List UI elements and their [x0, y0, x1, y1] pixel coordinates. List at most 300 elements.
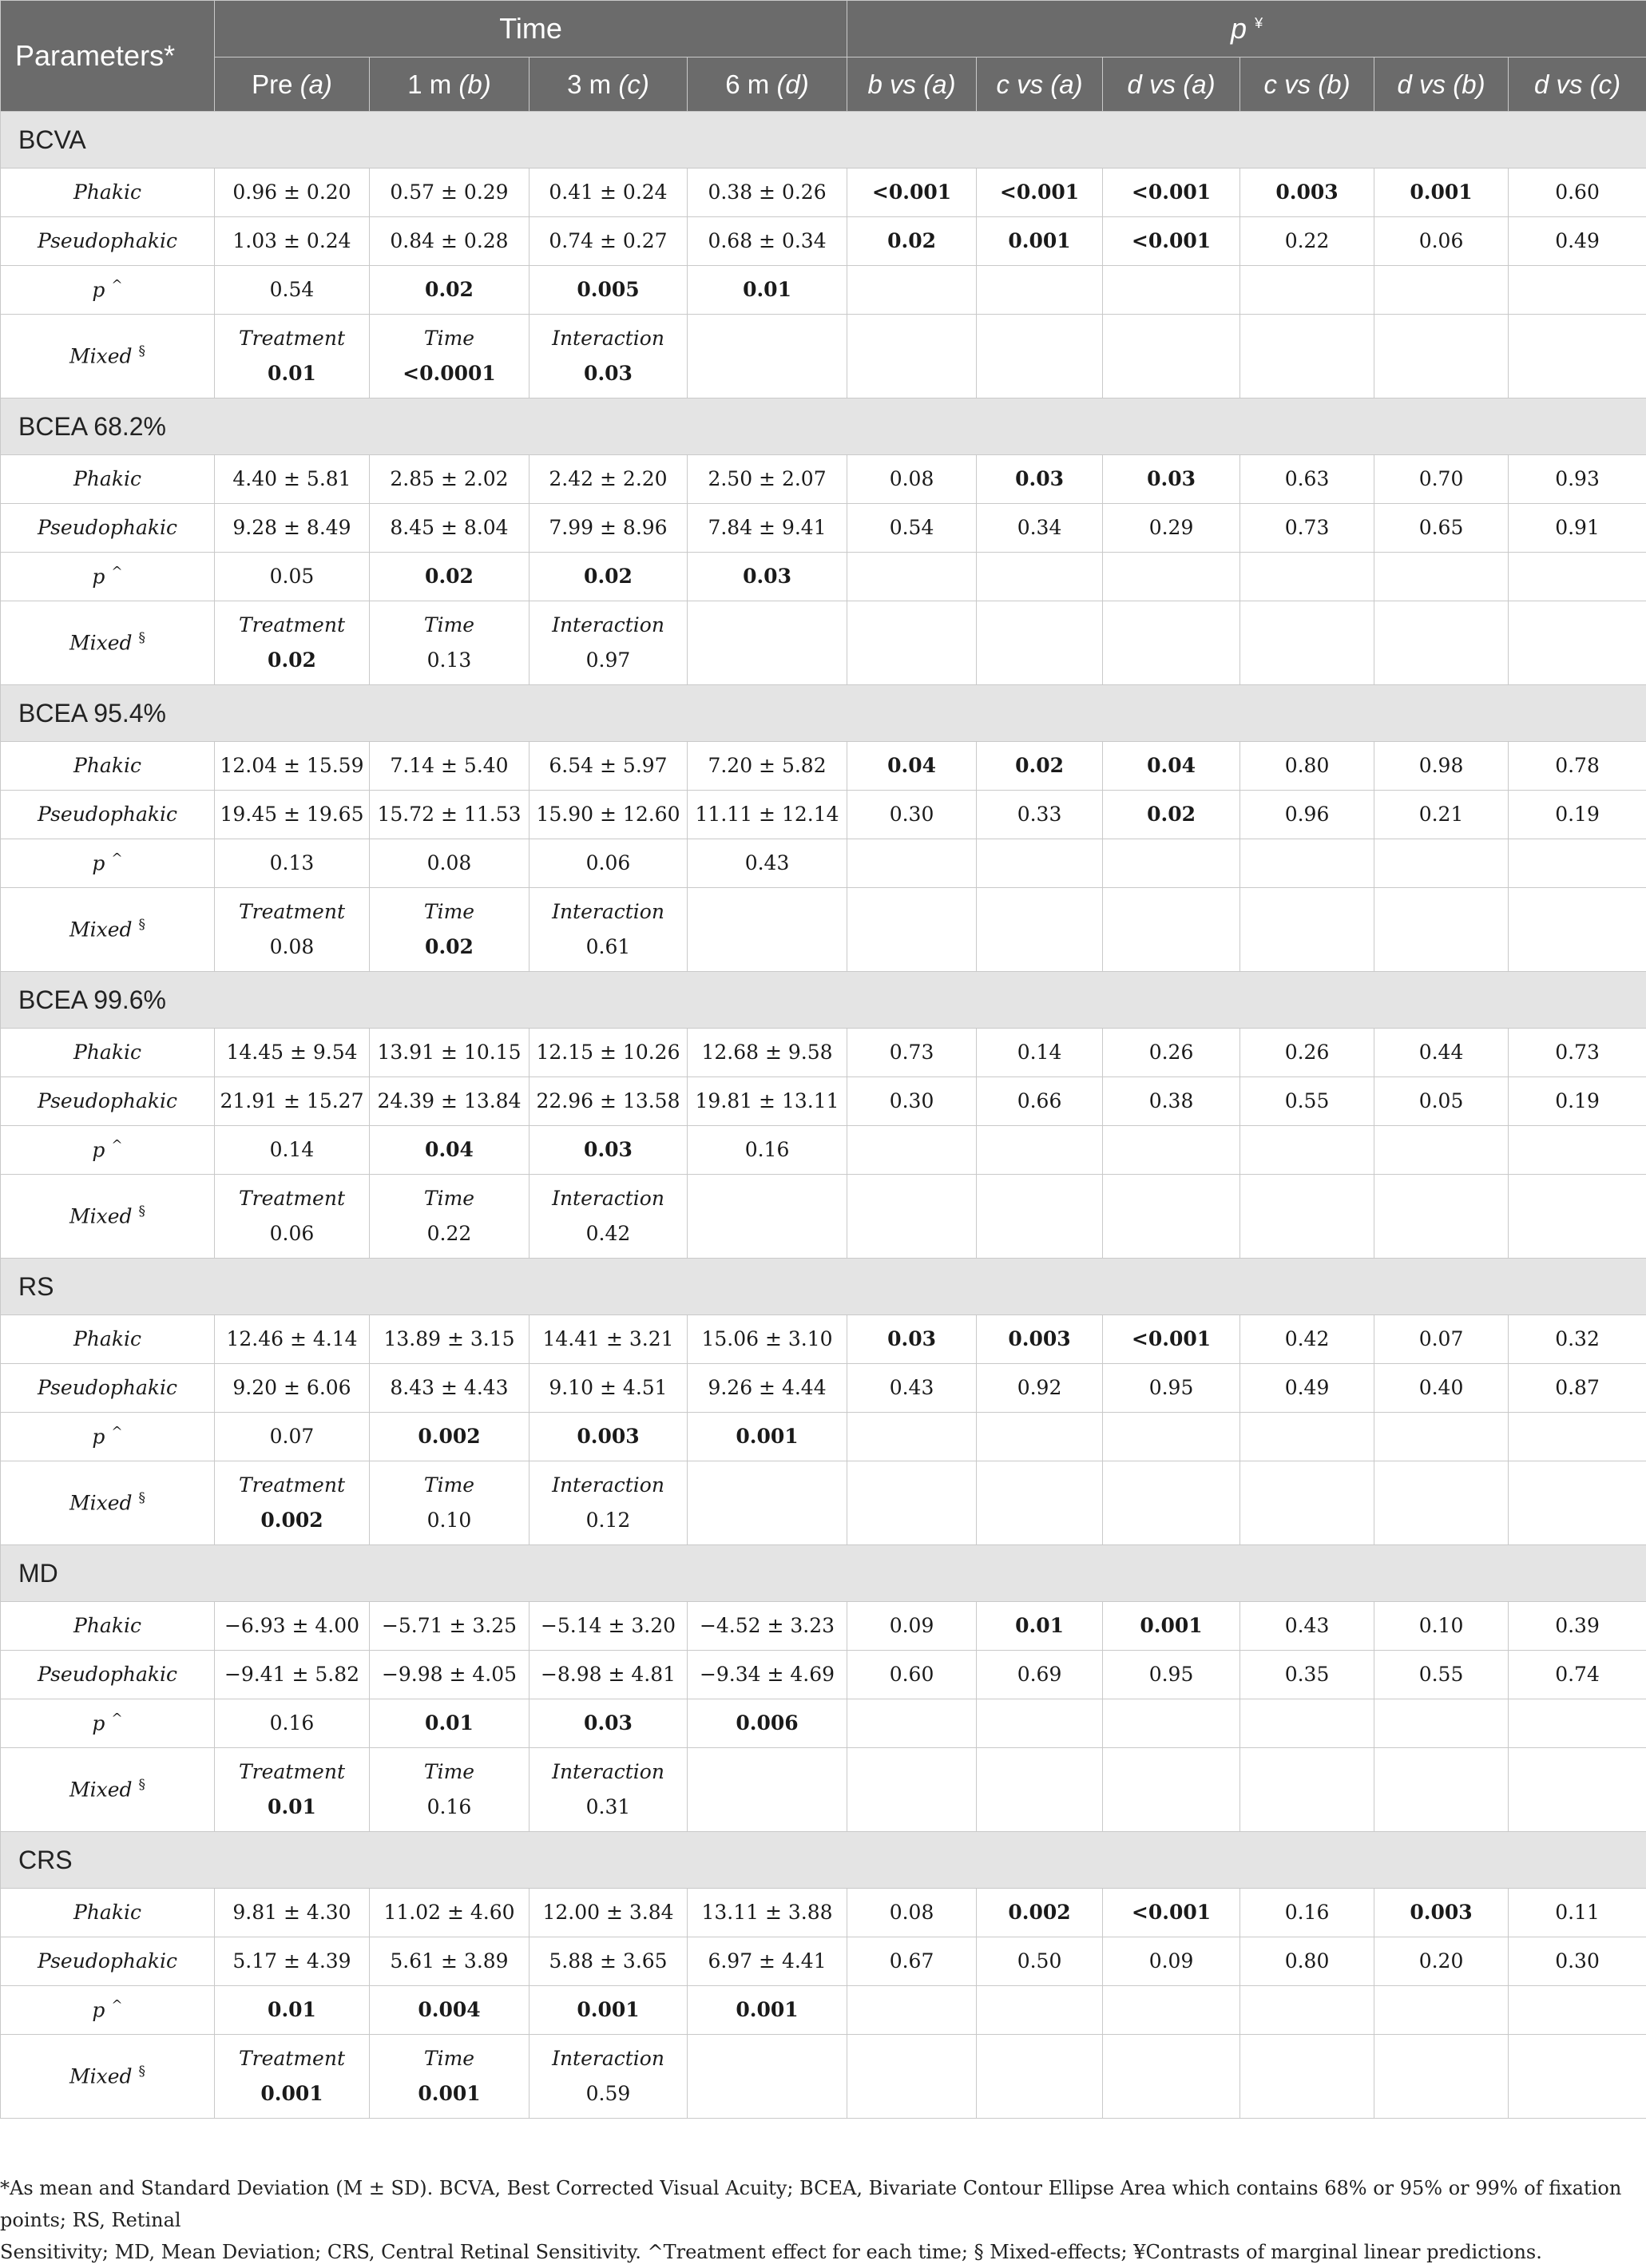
mixed-effect-cell — [215, 2035, 370, 2119]
mixed-row — [1, 2035, 1646, 2119]
header-p-col: c vs (a) — [977, 57, 1103, 112]
p-row — [1, 839, 1646, 888]
mixed-label: Mixed — [69, 1205, 133, 1228]
p-value-cell: 0.98 — [1374, 742, 1509, 791]
p-row — [1, 1986, 1646, 2035]
empty-cell — [1240, 2035, 1374, 2119]
time-value-cell: 15.90 ± 12.60 — [529, 791, 688, 839]
empty-cell — [977, 553, 1103, 601]
mixed-effect-value: 0.97 — [529, 648, 687, 672]
row-label: Phakic — [1, 169, 215, 217]
time-value-cell: 7.84 ± 9.41 — [688, 504, 847, 553]
row-label: Phakic — [1, 1602, 215, 1651]
time-value-cell: 9.10 ± 4.51 — [529, 1364, 688, 1413]
time-value-cell: 9.28 ± 8.49 — [215, 504, 370, 553]
empty-cell — [1509, 266, 1646, 315]
empty-cell — [1374, 266, 1509, 315]
treatment-p-cell: 0.02 — [370, 553, 529, 601]
mixed-effect-cell — [370, 888, 529, 972]
phakic-row — [1, 169, 1646, 217]
empty-cell — [1374, 1175, 1509, 1259]
empty-cell — [1374, 1126, 1509, 1175]
time-value-cell: 14.45 ± 9.54 — [215, 1029, 370, 1077]
mixed-effect-cell — [370, 315, 529, 398]
empty-cell — [847, 1461, 977, 1545]
treatment-p-cell: 0.01 — [370, 1699, 529, 1748]
treatment-p-cell: 0.14 — [215, 1126, 370, 1175]
empty-cell — [1374, 839, 1509, 888]
mixed-effect-cell — [529, 1461, 688, 1545]
p-value-cell: 0.03 — [977, 455, 1103, 504]
treatment-p-cell: 0.02 — [370, 266, 529, 315]
row-label: Pseudophakic — [1, 791, 215, 839]
mixed-row — [1, 888, 1646, 972]
empty-cell — [1509, 1986, 1646, 2035]
mixed-effect-value: 0.02 — [215, 648, 369, 672]
time-value-cell: 13.91 ± 10.15 — [370, 1029, 529, 1077]
mixed-label: Mixed — [69, 1778, 133, 1802]
mixed-effect-name: Time — [370, 1187, 529, 1211]
empty-cell — [1240, 1461, 1374, 1545]
time-value-cell: 7.20 ± 5.82 — [688, 742, 847, 791]
empty-cell — [847, 1986, 977, 2035]
p-row — [1, 266, 1646, 315]
p-value-cell: 0.09 — [1103, 1937, 1240, 1986]
empty-cell — [1509, 553, 1646, 601]
mixed-effect-value: 0.01 — [215, 362, 369, 386]
p-value-cell: 0.40 — [1374, 1364, 1509, 1413]
empty-cell — [1509, 2035, 1646, 2119]
mixed-effect-name: Treatment — [215, 1760, 369, 1784]
treatment-p-cell: 0.08 — [370, 839, 529, 888]
empty-cell — [1240, 839, 1374, 888]
pseudophakic-row — [1, 1077, 1646, 1126]
p-value-cell: 0.19 — [1509, 1077, 1646, 1126]
treatment-p-cell: 0.006 — [688, 1699, 847, 1748]
row-label: Pseudophakic — [1, 1651, 215, 1699]
p-value-cell: <0.001 — [1103, 169, 1240, 217]
empty-cell — [688, 1461, 847, 1545]
treatment-p-cell: 0.06 — [529, 839, 688, 888]
empty-cell — [1103, 1126, 1240, 1175]
row-label: Pseudophakic — [1, 1077, 215, 1126]
treatment-p-cell: 0.001 — [529, 1986, 688, 2035]
time-value-cell: −9.41 ± 5.82 — [215, 1651, 370, 1699]
mixed-label-sup: § — [138, 1203, 145, 1219]
mixed-label: Mixed — [69, 632, 133, 655]
phakic-row — [1, 1029, 1646, 1077]
p-label-sup: ^ — [111, 1711, 122, 1727]
mixed-effect-name: Treatment — [215, 2047, 369, 2071]
p-value-cell: 0.92 — [977, 1364, 1103, 1413]
mixed-effect-cell — [215, 315, 370, 398]
empty-cell — [977, 888, 1103, 972]
mixed-effect-cell — [370, 601, 529, 685]
time-value-cell: 2.42 ± 2.20 — [529, 455, 688, 504]
empty-cell — [977, 1413, 1103, 1461]
p-value-cell: 0.95 — [1103, 1364, 1240, 1413]
p-row — [1, 1126, 1646, 1175]
time-value-cell: −5.71 ± 3.25 — [370, 1602, 529, 1651]
time-value-cell: 21.91 ± 15.27 — [215, 1077, 370, 1126]
treatment-p-cell: 0.07 — [215, 1413, 370, 1461]
p-value-cell: <0.001 — [977, 169, 1103, 217]
empty-cell — [1240, 1175, 1374, 1259]
p-value-cell: 0.002 — [977, 1889, 1103, 1937]
time-value-cell: 12.15 ± 10.26 — [529, 1029, 688, 1077]
p-value-cell: 0.04 — [1103, 742, 1240, 791]
mixed-effect-value: 0.59 — [529, 2082, 687, 2106]
time-value-cell: 6.97 ± 4.41 — [688, 1937, 847, 1986]
p-value-cell: 0.30 — [847, 791, 977, 839]
p-value-cell: 0.69 — [977, 1651, 1103, 1699]
p-value-cell: 0.26 — [1240, 1029, 1374, 1077]
pseudophakic-row — [1, 1651, 1646, 1699]
empty-cell — [1240, 1748, 1374, 1832]
time-value-cell: −5.14 ± 3.20 — [529, 1602, 688, 1651]
group-name: BCEA 68.2% — [1, 398, 1646, 455]
footnote — [0, 2172, 1646, 2268]
p-value-cell: <0.001 — [847, 169, 977, 217]
header-time-col-suffix: (c) — [618, 69, 648, 99]
row-label: Pseudophakic — [1, 504, 215, 553]
pseudophakic-row — [1, 791, 1646, 839]
p-label-sup: ^ — [111, 850, 122, 866]
p-value-cell: 0.07 — [1374, 1315, 1509, 1364]
p-value-cell: 0.001 — [977, 217, 1103, 266]
time-value-cell: −6.93 ± 4.00 — [215, 1602, 370, 1651]
time-value-cell: 5.61 ± 3.89 — [370, 1937, 529, 1986]
time-value-cell: 9.81 ± 4.30 — [215, 1889, 370, 1937]
group-header-row — [1, 112, 1646, 169]
treatment-p-cell: 0.004 — [370, 1986, 529, 2035]
treatment-p-cell: 0.03 — [529, 1699, 688, 1748]
row-label — [1, 553, 215, 601]
p-value-cell: 0.63 — [1240, 455, 1374, 504]
mixed-effect-name: Time — [370, 2047, 529, 2071]
mixed-label: Mixed — [69, 345, 133, 368]
header-p — [847, 1, 1646, 57]
footnote-line-1: *As mean and Standard Deviation (M ± SD). BCVA, Best Corrected Visual Acuity; BCEA, Bivariate Contour Ellipse Area which contains 68% or 95% or 99% of fixation points; RS, Retinal — [0, 2172, 1646, 2236]
treatment-p-cell: 0.03 — [529, 1126, 688, 1175]
header-time-col-suffix: (d) — [776, 69, 808, 99]
p-value-cell: 0.44 — [1374, 1029, 1509, 1077]
treatment-p-cell: 0.005 — [529, 266, 688, 315]
mixed-effect-cell — [529, 315, 688, 398]
mixed-effect-name: Interaction — [529, 900, 687, 924]
header-time: Time — [215, 1, 847, 57]
empty-cell — [1240, 888, 1374, 972]
time-value-cell: 0.41 ± 0.24 — [529, 169, 688, 217]
empty-cell — [1374, 2035, 1509, 2119]
empty-cell — [1240, 1413, 1374, 1461]
mixed-effect-name: Treatment — [215, 1473, 369, 1497]
p-value-cell: 0.60 — [1509, 169, 1646, 217]
header-time-col: 6 m (d) — [688, 57, 847, 112]
group-header-row — [1, 972, 1646, 1029]
empty-cell — [1374, 315, 1509, 398]
phakic-row — [1, 455, 1646, 504]
mixed-row — [1, 1175, 1646, 1259]
header-time-col-suffix: (a) — [300, 69, 332, 99]
group-header-row — [1, 685, 1646, 742]
treatment-p-cell: 0.05 — [215, 553, 370, 601]
empty-cell — [688, 1175, 847, 1259]
p-value-cell: 0.20 — [1374, 1937, 1509, 1986]
mixed-effect-name: Interaction — [529, 1760, 687, 1784]
p-value-cell: 0.03 — [1103, 455, 1240, 504]
empty-cell — [1509, 1126, 1646, 1175]
empty-cell — [1374, 601, 1509, 685]
p-value-cell: 0.04 — [847, 742, 977, 791]
p-label-sup: ^ — [111, 1997, 122, 2013]
mixed-effect-value: 0.001 — [370, 2082, 529, 2106]
p-value-cell: 0.08 — [847, 1889, 977, 1937]
time-value-cell: 0.74 ± 0.27 — [529, 217, 688, 266]
mixed-effect-name: Time — [370, 900, 529, 924]
empty-cell — [1374, 1413, 1509, 1461]
p-value-cell: 0.43 — [1240, 1602, 1374, 1651]
time-value-cell: 7.14 ± 5.40 — [370, 742, 529, 791]
header-p-sup: ¥ — [1255, 15, 1263, 31]
p-value-cell: 0.03 — [847, 1315, 977, 1364]
empty-cell — [1240, 1699, 1374, 1748]
empty-cell — [1509, 1413, 1646, 1461]
p-value-cell: 0.73 — [1509, 1029, 1646, 1077]
p-value-cell: 0.001 — [1103, 1602, 1240, 1651]
p-value-cell: 0.22 — [1240, 217, 1374, 266]
time-value-cell: −4.52 ± 3.23 — [688, 1602, 847, 1651]
empty-cell — [688, 1748, 847, 1832]
header-p-col: d vs (b) — [1374, 57, 1509, 112]
row-label: Phakic — [1, 1029, 215, 1077]
time-value-cell: 0.68 ± 0.34 — [688, 217, 847, 266]
empty-cell — [977, 1986, 1103, 2035]
pseudophakic-row — [1, 1937, 1646, 1986]
empty-cell — [977, 1461, 1103, 1545]
p-row — [1, 1699, 1646, 1748]
empty-cell — [688, 888, 847, 972]
time-value-cell: 11.11 ± 12.14 — [688, 791, 847, 839]
header-p-col: b vs (a) — [847, 57, 977, 112]
treatment-p-cell: 0.03 — [688, 553, 847, 601]
empty-cell — [1103, 1175, 1240, 1259]
empty-cell — [1103, 1461, 1240, 1545]
time-value-cell: 1.03 ± 0.24 — [215, 217, 370, 266]
p-value-cell: 0.35 — [1240, 1651, 1374, 1699]
treatment-p-cell: 0.001 — [688, 1986, 847, 2035]
p-value-cell: 0.73 — [1240, 504, 1374, 553]
empty-cell — [977, 1126, 1103, 1175]
empty-cell — [1240, 266, 1374, 315]
time-value-cell: 12.04 ± 15.59 — [215, 742, 370, 791]
p-value-cell: 0.49 — [1240, 1364, 1374, 1413]
p-value-cell: <0.001 — [1103, 1889, 1240, 1937]
treatment-p-cell: 0.01 — [215, 1986, 370, 2035]
p-value-cell: <0.001 — [1103, 217, 1240, 266]
treatment-p-cell: 0.002 — [370, 1413, 529, 1461]
mixed-effect-name: Interaction — [529, 613, 687, 637]
row-label — [1, 601, 215, 685]
p-value-cell: 0.33 — [977, 791, 1103, 839]
empty-cell — [847, 1175, 977, 1259]
empty-cell — [1374, 553, 1509, 601]
time-value-cell: −9.34 ± 4.69 — [688, 1651, 847, 1699]
p-value-cell: 0.80 — [1240, 1937, 1374, 1986]
empty-cell — [847, 839, 977, 888]
p-value-cell: 0.38 — [1103, 1077, 1240, 1126]
time-value-cell: 11.02 ± 4.60 — [370, 1889, 529, 1937]
mixed-effect-name: Treatment — [215, 1187, 369, 1211]
p-label: p — [92, 565, 105, 589]
empty-cell — [1103, 1748, 1240, 1832]
mixed-effect-name: Treatment — [215, 327, 369, 351]
mixed-effect-name: Interaction — [529, 2047, 687, 2071]
time-value-cell: 0.96 ± 0.20 — [215, 169, 370, 217]
p-value-cell: 0.34 — [977, 504, 1103, 553]
empty-cell — [1509, 839, 1646, 888]
empty-cell — [1374, 1699, 1509, 1748]
p-value-cell: 0.003 — [977, 1315, 1103, 1364]
phakic-row — [1, 1315, 1646, 1364]
row-label — [1, 2035, 215, 2119]
treatment-p-cell: 0.13 — [215, 839, 370, 888]
header-p-symbol: p — [1231, 12, 1247, 45]
treatment-p-cell: 0.01 — [688, 266, 847, 315]
time-value-cell: 19.81 ± 13.11 — [688, 1077, 847, 1126]
time-value-cell: 22.96 ± 13.58 — [529, 1077, 688, 1126]
mixed-effect-name: Interaction — [529, 1187, 687, 1211]
mixed-effect-value: 0.13 — [370, 648, 529, 672]
p-value-cell: 0.66 — [977, 1077, 1103, 1126]
p-value-cell: 0.05 — [1374, 1077, 1509, 1126]
empty-cell — [1509, 1748, 1646, 1832]
empty-cell — [1103, 888, 1240, 972]
mixed-effect-name: Treatment — [215, 613, 369, 637]
p-value-cell: 0.50 — [977, 1937, 1103, 1986]
p-value-cell: 0.42 — [1240, 1315, 1374, 1364]
time-value-cell: 15.72 ± 11.53 — [370, 791, 529, 839]
empty-cell — [688, 315, 847, 398]
group-header-row — [1, 1832, 1646, 1889]
mixed-effect-cell — [215, 888, 370, 972]
mixed-effect-value: <0.0001 — [370, 362, 529, 386]
p-label: p — [92, 1712, 105, 1735]
empty-cell — [977, 1175, 1103, 1259]
p-value-cell: 0.06 — [1374, 217, 1509, 266]
treatment-p-cell: 0.43 — [688, 839, 847, 888]
empty-cell — [1240, 315, 1374, 398]
group-name: RS — [1, 1259, 1646, 1315]
mixed-row — [1, 1461, 1646, 1545]
mixed-label-sup: § — [138, 1777, 145, 1793]
mixed-effect-cell — [215, 1175, 370, 1259]
mixed-effect-cell — [215, 1461, 370, 1545]
empty-cell — [977, 601, 1103, 685]
p-value-cell: <0.001 — [1103, 1315, 1240, 1364]
phakic-row — [1, 1602, 1646, 1651]
empty-cell — [1103, 315, 1240, 398]
p-label: p — [92, 1425, 105, 1449]
row-label: Phakic — [1, 1889, 215, 1937]
p-value-cell: 0.29 — [1103, 504, 1240, 553]
row-label — [1, 888, 215, 972]
row-label — [1, 1748, 215, 1832]
mixed-effect-name: Time — [370, 1473, 529, 1497]
table-body — [1, 112, 1646, 2119]
empty-cell — [1374, 1748, 1509, 1832]
p-value-cell: 0.87 — [1509, 1364, 1646, 1413]
p-label: p — [92, 279, 105, 302]
empty-cell — [977, 839, 1103, 888]
empty-cell — [847, 1699, 977, 1748]
p-value-cell: 0.21 — [1374, 791, 1509, 839]
mixed-label-sup: § — [138, 2064, 145, 2080]
row-label — [1, 1986, 215, 2035]
p-label-sup: ^ — [111, 1137, 122, 1153]
header-time-col: Pre (a) — [215, 57, 370, 112]
mixed-row — [1, 601, 1646, 685]
group-name: MD — [1, 1545, 1646, 1602]
mixed-effect-cell — [529, 1175, 688, 1259]
empty-cell — [1509, 601, 1646, 685]
empty-cell — [1103, 1413, 1240, 1461]
empty-cell — [1240, 1126, 1374, 1175]
group-header-row — [1, 1259, 1646, 1315]
mixed-effect-value: 0.03 — [529, 362, 687, 386]
empty-cell — [1509, 1175, 1646, 1259]
mixed-effect-cell — [370, 2035, 529, 2119]
group-name: BCVA — [1, 112, 1646, 169]
mixed-effect-value: 0.06 — [215, 1222, 369, 1246]
empty-cell — [847, 888, 977, 972]
p-value-cell: 0.49 — [1509, 217, 1646, 266]
row-label: Phakic — [1, 742, 215, 791]
mixed-effect-name: Interaction — [529, 327, 687, 351]
row-label — [1, 1126, 215, 1175]
empty-cell — [977, 315, 1103, 398]
mixed-effect-name: Time — [370, 327, 529, 351]
row-label: Phakic — [1, 1315, 215, 1364]
mixed-label-sup: § — [138, 343, 145, 359]
mixed-effect-name: Time — [370, 613, 529, 637]
empty-cell — [1103, 1986, 1240, 2035]
empty-cell — [847, 2035, 977, 2119]
mixed-effect-name: Interaction — [529, 1473, 687, 1497]
p-value-cell: 0.93 — [1509, 455, 1646, 504]
group-name: CRS — [1, 1832, 1646, 1889]
time-value-cell: 2.85 ± 2.02 — [370, 455, 529, 504]
p-label: p — [92, 1139, 105, 1162]
empty-cell — [1240, 1986, 1374, 2035]
p-label-sup: ^ — [111, 564, 122, 580]
p-value-cell: 0.09 — [847, 1602, 977, 1651]
mixed-label: Mixed — [69, 2065, 133, 2088]
time-value-cell: 14.41 ± 3.21 — [529, 1315, 688, 1364]
time-value-cell: 12.00 ± 3.84 — [529, 1889, 688, 1937]
row-label — [1, 1413, 215, 1461]
row-label: Pseudophakic — [1, 1937, 215, 1986]
time-value-cell: 5.88 ± 3.65 — [529, 1937, 688, 1986]
table-header — [1, 1, 1646, 112]
mixed-effect-value: 0.02 — [370, 935, 529, 959]
mixed-label: Mixed — [69, 1492, 133, 1515]
p-label-sup: ^ — [111, 1424, 122, 1440]
footnote-line-2: Sensitivity; MD, Mean Deviation; CRS, Central Retinal Sensitivity. ^Treatment effect for each time; § Mixed-effects; ¥Contrasts of marginal linear predictions. — [0, 2236, 1646, 2268]
p-value-cell: 0.74 — [1509, 1651, 1646, 1699]
header-p-col: d vs (a) — [1103, 57, 1240, 112]
mixed-effect-value: 0.001 — [215, 2082, 369, 2106]
